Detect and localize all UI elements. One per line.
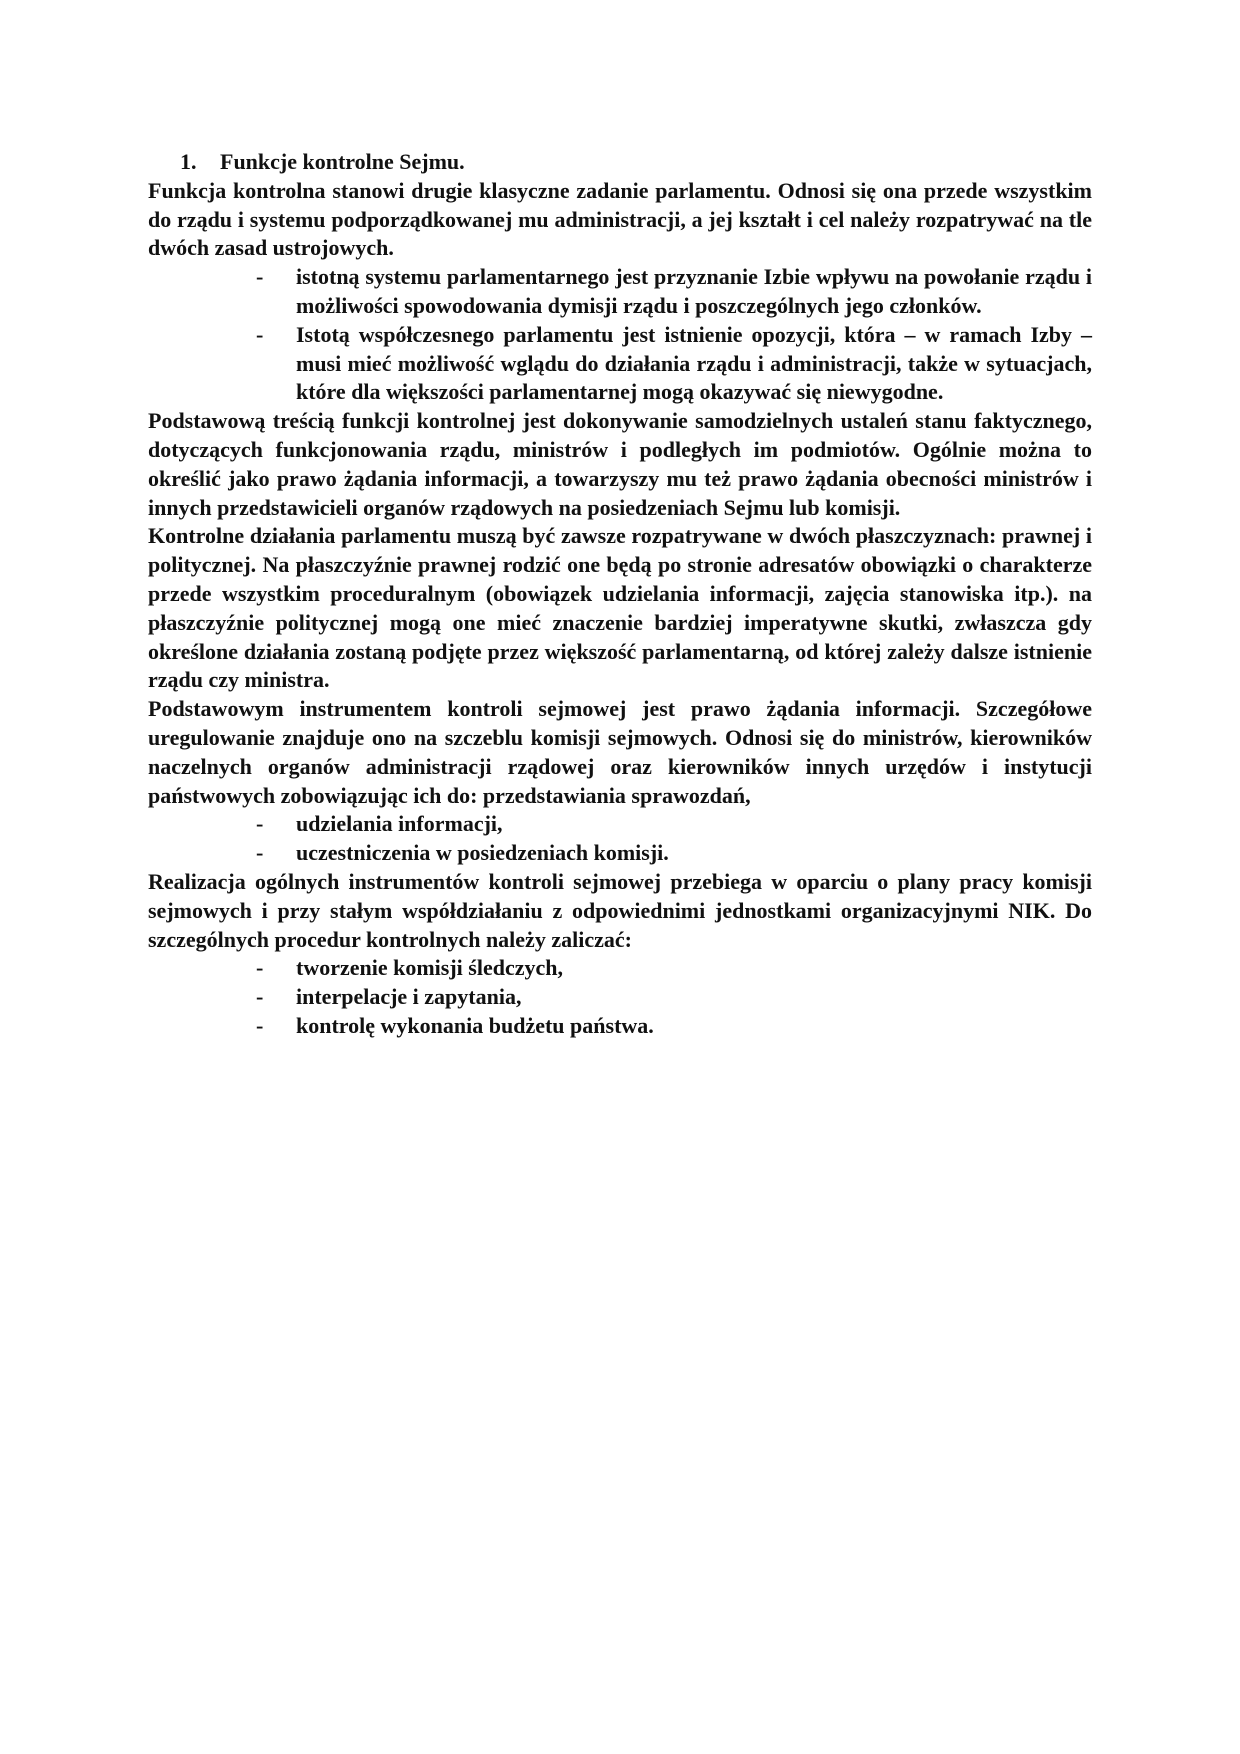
list-item-text: istotną systemu parlamentarnego jest przyznanie Izbie wpływu na powołanie rządu i możliwości spowodowania dymisji rządu i poszczególnych jego członków. (296, 264, 1092, 318)
document-page (148, 148, 1092, 1041)
list-item-text: Istotą współczesnego parlamentu jest istnienie opozycji, która – w ramach Izby – musi mieć możliwość wglądu do działania rządu i administracji, także w sytuacjach, które dla większości parlamentarnej mogą okazywać się niewygodne. (296, 321, 1092, 405)
dash-bullet: - (256, 955, 264, 981)
dash-bullet: - (256, 321, 264, 347)
paragraph-legal-political: Kontrolne działania parlamentu muszą być zawsze rozpatrywane w dwóch płaszczyznach: prawnej i politycznej. Na płaszczyźnie prawnej rodzić one będą po stronie adresatów obowiązki o charakterze przede wszystkim proceduralnym (obowiązek udzielania informacji, zajęcia stanowiska itp.). na płaszczyźnie politycznej mogą one mieć znaczenie bardziej imperatywne skutki, zwłaszcza gdy określone działania zostaną podjęte przez większość parlamentarną, od której zależy dalsze istnienie rządu czy ministra. (148, 523, 1092, 693)
procedures-list (148, 954, 1092, 1040)
section-title: Funkcje kontrolne Sejmu. (220, 149, 465, 174)
dash-bullet: - (256, 264, 264, 290)
paragraph-basic-content: Podstawową treścią funkcji kontrolnej jest dokonywanie samodzielnych ustaleń stanu faktycznego, dotyczących funkcjonowania rządu, ministrów i podległych im podmiotów. Ogólnie można to określić jako prawo żądania informacji, a towarzyszy mu też prawo żądania obecności ministrów i innych przedstawicieli organów rządowych na posiedzeniach Sejmu lub komisji. (148, 408, 1092, 520)
list-item-text: interpelacje i zapytania, (296, 984, 522, 1010)
list-item (256, 839, 1092, 868)
list-item-text: udzielania informacji, (296, 811, 503, 837)
section-heading (180, 148, 1092, 177)
list-item-text: uczestniczenia w posiedzeniach komisji. (296, 840, 669, 866)
list-item (256, 263, 1092, 321)
obligations-list (148, 810, 1092, 868)
list-item (256, 954, 1092, 983)
list-item (256, 1012, 1092, 1041)
dash-bullet: - (256, 1012, 264, 1038)
paragraph-intro: Funkcja kontrolna stanowi drugie klasyczne zadanie parlamentu. Odnosi się ona przede wszystkim do rządu i systemu podporządkowanej mu administracji, a jej kształt i cel należy rozpatrywać na tle dwóch zasad ustrojowych. (148, 177, 1092, 261)
dash-bullet: - (256, 840, 264, 866)
list-item (256, 983, 1092, 1012)
dash-bullet: - (256, 811, 264, 837)
list-item (256, 321, 1092, 407)
dash-bullet: - (256, 984, 264, 1010)
paragraph-realization: Realizacja ogólnych instrumentów kontroli sejmowej przebiega w oparciu o plany pracy komisji sejmowych i przy stałym współdziałaniu z odpowiednimi jednostkami organizacyjnymi NIK. Do szczególnych procedur kontrolnych należy zaliczać: (148, 868, 1092, 952)
list-item-text: tworzenie komisji śledczych, (296, 955, 563, 981)
principles-list (148, 263, 1092, 407)
list-item (256, 810, 1092, 839)
list-item-text: kontrolę wykonania budżetu państwa. (296, 1012, 654, 1038)
paragraph-information-right: Podstawowym instrumentem kontroli sejmowej jest prawo żądania informacji. Szczegółowe uregulowanie znajduje ono na szczeblu komisji sejmowych. Odnosi się do ministrów, kierowników naczelnych organów administracji rządowej oraz kierowników innych urzędów i instytucji państwowych zobowiązując ich do: przedstawiania sprawozdań, (148, 696, 1092, 808)
section-number: 1. (180, 149, 197, 174)
